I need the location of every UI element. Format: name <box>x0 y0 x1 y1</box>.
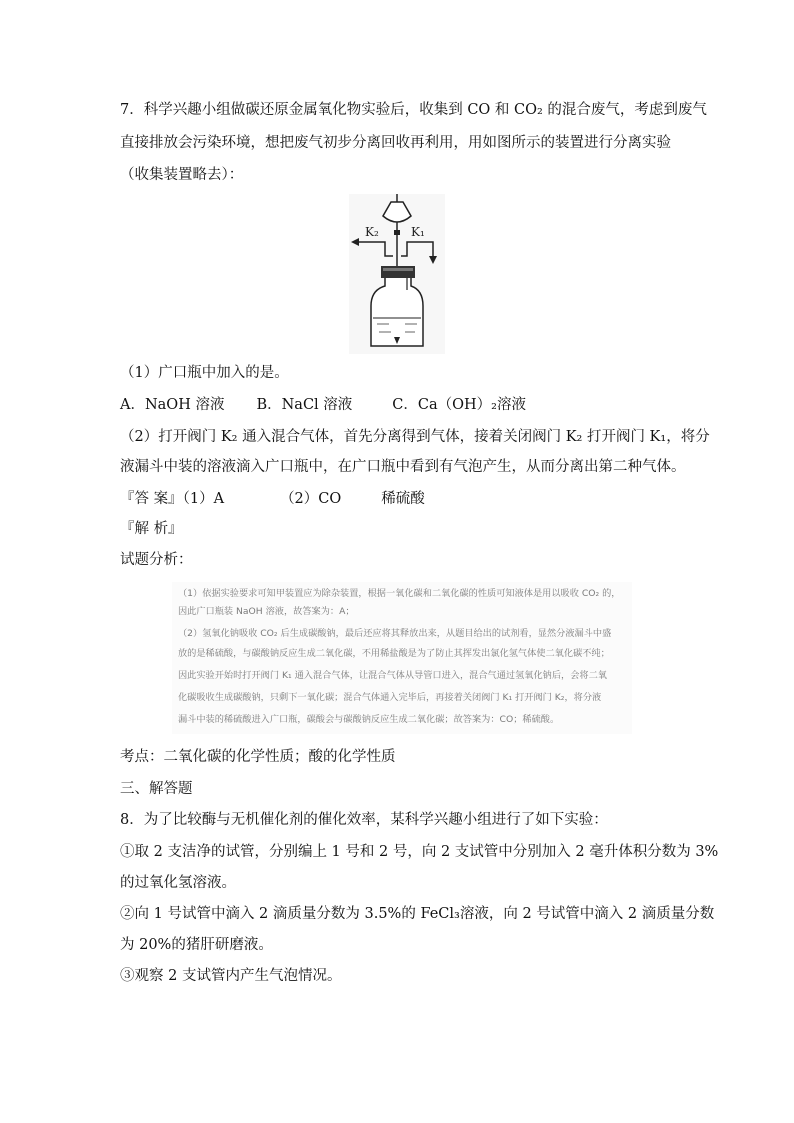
apparatus-figure <box>349 194 445 354</box>
label-k1: K₁ <box>411 225 425 239</box>
analysis-image-line: 因此广口瓶装 NaOH 溶液，故答案为：A； <box>178 606 355 617</box>
answer-part1: （1）A <box>182 491 225 507</box>
q8-step1-line1: ①取 2 支洁净的试管，分别编上 1 号和 2 号，向 2 支试管中分别加入 2 毫升体积分数为 3% <box>120 844 719 860</box>
option-b: B．NaCl 溶液 <box>256 397 353 413</box>
section-title: 三、解答题 <box>120 781 193 797</box>
q8-step1-line2: 的过氧化氢溶液。 <box>120 875 236 891</box>
q7-line2: 直接排放会污染环境，想把废气初步分离回收再利用，用如图所示的装置进行分离实验 <box>120 135 671 151</box>
answer-part2: （2）CO <box>280 491 342 507</box>
kaodian: 考点：二氧化碳的化学性质；酸的化学性质 <box>120 749 396 765</box>
label-k2: K₂ <box>365 225 379 239</box>
analysis-label: 『解 析』 <box>120 521 183 537</box>
q7-line3: （收集装置略去）： <box>120 167 244 183</box>
analysis-image-line: （1）依据实验要求可知甲装置应为除杂装置，根据一氧化碳和二氧化碳的性质可知液体是用以吸收 CO₂ 的， <box>178 588 621 599</box>
analysis-image-line: 化碳吸收生成碳酸钠，只剩下一氧化碳；混合气体通入完毕后，再接着关闭阀门 K₁ 打开阀门 K₂，将分液 <box>178 692 602 703</box>
answer-part3: 稀硫酸 <box>381 491 425 507</box>
q7-line1: 7．科学兴趣小组做碳还原金属氧化物实验后，收集到 CO 和 CO₂ 的混合废气，考虑到废气 <box>120 102 707 118</box>
answer-label: 『答 案』 <box>120 491 183 507</box>
q8-step2-line1: ②向 1 号试管中滴入 2 滴质量分数为 3.5%的 FeCl₃溶液，向 2 号试管中滴入 2 滴质量分数 <box>120 906 715 922</box>
analysis-intro: 试题分析： <box>120 552 193 568</box>
q7-sub2-line2: 液漏斗中装的溶液滴入广口瓶中，在广口瓶中看到有气泡产生，从而分离出第二种气体。 <box>120 459 686 475</box>
answer-line <box>120 489 425 509</box>
q8-line1: 8．为了比较酶与无机催化剂的催化效率，某科学兴趣小组进行了如下实验： <box>120 812 608 828</box>
option-a: A．NaOH 溶液 <box>120 397 225 413</box>
option-c: C．Ca（OH）₂溶液 <box>392 397 526 413</box>
q7-sub2-line1: （2）打开阀门 K₂ 通入混合气体，首先分离得到气体，接着关闭阀门 K₂ 打开阀门 K₁，将分 <box>120 429 710 445</box>
analysis-image-line: 放的是稀硫酸，与碳酸钠反应生成二氧化碳，不用稀盐酸是为了防止其挥发出氯化氢气体使二氧化碳不纯； <box>178 648 610 659</box>
q7-sub1: （1）广口瓶中加入的是。 <box>120 365 289 381</box>
q7-options <box>120 395 526 415</box>
analysis-image <box>172 582 632 734</box>
q8-step3: ③观察 2 支试管内产生气泡情况。 <box>120 968 342 984</box>
q8-step2-line2: 为 20%的猪肝研磨液。 <box>120 937 273 953</box>
analysis-image-line: （2）氢氧化钠吸收 CO₂ 后生成碳酸钠，最后还应将其释放出来，从题目给出的试剂看，显然分液漏斗中盛 <box>178 628 612 639</box>
analysis-image-line: 因此实验开始时打开阀门 K₁ 通入混合气体，让混合气体从导管口进入，混合气通过氢氧化钠后，会将二氧 <box>178 670 607 681</box>
analysis-image-line: 漏斗中装的稀硫酸进入广口瓶，碳酸会与碳酸钠反应生成二氧化碳；故答案为：CO；稀硫酸。 <box>178 714 560 725</box>
